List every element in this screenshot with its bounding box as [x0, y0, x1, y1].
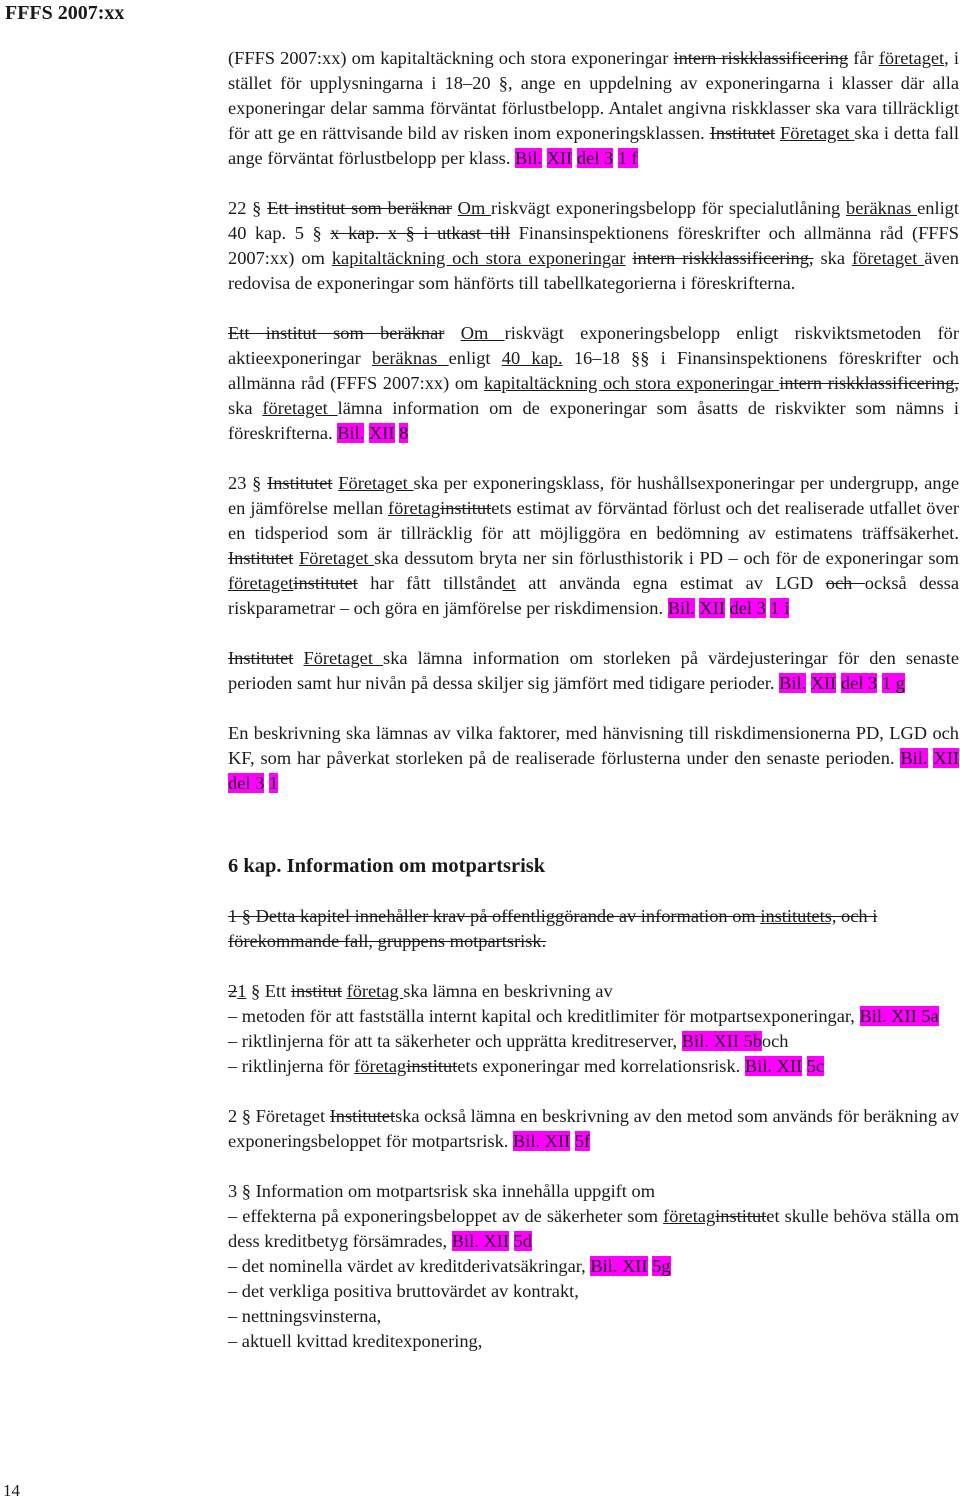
- text-run: 1 §: [228, 906, 251, 926]
- inserted-text: kapitaltäckning och stora exponeringar: [331, 248, 626, 268]
- text-run: ska lämna en beskrivning av: [403, 981, 613, 1001]
- text-run: 2 §: [228, 1106, 251, 1126]
- paragraph: [228, 646, 959, 696]
- deleted-text: Detta kapitel innehåller krav på offentliggörande av information om: [251, 906, 761, 926]
- text-run: institutets,: [760, 906, 837, 926]
- text-run: [725, 598, 730, 618]
- text-run: enligt 40 kap. 5 §: [228, 198, 959, 243]
- inserted-text: företag: [663, 1206, 716, 1226]
- text-run: Ett: [260, 981, 291, 1001]
- text-run: [802, 1056, 807, 1076]
- text-run: ska: [228, 398, 263, 418]
- text-run: (FFFS 2007:xx) om kapitaltäckning och stora exponeringar: [228, 48, 674, 68]
- reference-tag: 1 i: [770, 598, 790, 618]
- deleted-text: och i förekommande fall, gruppens: [228, 906, 878, 951]
- text-run: riskvägt exponeringsbelopp enligt riskviktsmetoden för aktieexponeringar: [228, 323, 959, 368]
- text-run: också dessa riskparametrar – och göra en jämförelse per riskdimension.: [228, 573, 959, 618]
- text-run: ska: [813, 248, 852, 268]
- running-header: FFFS 2007:xx: [5, 2, 125, 24]
- text-run: ska lämna information om storleken på värdejusteringar för den senaste perioden samt hur nivån på dessa skiljer sig jämfört med tidigare perioder.: [228, 648, 959, 693]
- inserted-text: företaget: [851, 248, 925, 268]
- inserted-text: företag: [346, 981, 404, 1001]
- text-run: ska dessutom bryta ner sin förlusthistorik i PD – och för de exponeringar som: [374, 548, 959, 568]
- text-run: 23 §: [228, 473, 262, 493]
- section-22: [228, 196, 959, 296]
- paragraph: [228, 46, 959, 171]
- deleted-text: institut: [440, 498, 492, 518]
- deleted-text: och: [825, 573, 865, 593]
- text-run: ska i detta fall ange förväntat förlustbelopp per klass.: [228, 123, 959, 168]
- text-run: 16–18 §§ i Finansinspektionens föreskrifter och allmänna råd (FFFS 2007:xx) om: [228, 348, 959, 393]
- reference-tag: del 3: [576, 148, 614, 168]
- text-run: – det nominella värdet av kreditderivatsäkringar,: [228, 1256, 591, 1276]
- reference-tag: Bil. XII: [513, 1131, 571, 1151]
- text-run: 22 §: [228, 198, 262, 218]
- inserted-text: företaget: [262, 398, 338, 418]
- deleted-text: institut: [715, 1206, 767, 1226]
- deleted-text: Ett institut som beräknar: [228, 323, 445, 343]
- chapter-section-1-new: [228, 979, 959, 1079]
- text-run: En beskrivning ska lämnas av vilka faktorer, med hänvisning till riskdimensionerna PD, LGD och KF, som har påverkat storleken på de realiserade förlusterna under den senaste perioden.: [228, 723, 959, 768]
- text-run: Information om motpartsrisk ska innehålla uppgift om: [251, 1181, 656, 1201]
- deleted-text: 2: [228, 981, 238, 1001]
- text-run: Finansinspektionens föreskrifter och allmänna råd (FFFS 2007:xx) om: [228, 223, 959, 268]
- text-run: §: [246, 981, 261, 1001]
- reference-tag: Bil.: [337, 423, 365, 443]
- text-run: – nettningsvinsterna,: [228, 1306, 382, 1326]
- inserted-text: företag: [388, 498, 441, 518]
- page-number: 14: [3, 1481, 20, 1500]
- text-run: även redovisa de exponeringar som hänförts till tabellkategorierna i föreskrifterna.: [228, 248, 959, 293]
- reference-tag: XII: [933, 748, 959, 768]
- inserted-text: et: [502, 573, 516, 593]
- inserted-text: företaget: [228, 573, 294, 593]
- inserted-text: 40 kap.: [501, 348, 563, 368]
- text-run: har fått tillstånd: [357, 573, 503, 593]
- reference-tag: 5g: [652, 1256, 671, 1276]
- text-run: – det verkliga positiva bruttovärdet av kontrakt,: [228, 1281, 579, 1301]
- reference-tag: Bil.: [667, 598, 695, 618]
- text-run: et skulle behöva ställa om dess kreditbetyg försämrades,: [228, 1206, 959, 1251]
- reference-tag: Bil.: [779, 673, 807, 693]
- deleted-text: Ett institut som beräknar: [267, 198, 452, 218]
- reference-tag: XII: [810, 673, 837, 693]
- text-run: ska också lämna en beskrivning av den metod som används för beräkning av exponeringsbeloppet för motpartsrisk.: [228, 1106, 959, 1151]
- reference-tag: Bil.: [515, 148, 543, 168]
- paragraph: [228, 721, 959, 796]
- section-23: [228, 471, 959, 621]
- reference-tag: 5c: [806, 1056, 825, 1076]
- chapter-heading: 6 kap. Information om motpartsrisk: [228, 855, 546, 877]
- deleted-text: intern riskklassificering: [673, 48, 849, 68]
- reference-tag: Bil.: [900, 748, 928, 768]
- inserted-text: beräknas: [372, 348, 449, 368]
- deleted-text: institut: [290, 981, 342, 1001]
- text-run: får: [848, 48, 879, 68]
- reference-tag: del 3: [840, 673, 878, 693]
- inserted-text: Företaget: [303, 648, 384, 668]
- inserted-text: företaget: [878, 48, 945, 68]
- deleted-text: Institutet: [329, 1106, 396, 1126]
- text-run: och: [761, 1031, 789, 1051]
- reference-tag: Bil. XII 5b: [681, 1031, 762, 1051]
- deleted-text: intern riskklassificering,: [632, 248, 814, 268]
- reference-tag: 8: [399, 423, 409, 443]
- reference-tag: 1 g: [881, 673, 905, 693]
- text-run: – metoden för att fastställa internt kapital och kreditlimiter för motpartsexponeringar,: [228, 1006, 860, 1026]
- chapter-section-3: [228, 1179, 959, 1354]
- reference-tag: 5d: [513, 1231, 532, 1251]
- reference-tag: XII: [368, 423, 395, 443]
- reference-tag: Bil. XII 5a: [859, 1006, 939, 1026]
- inserted-text: kapitaltäckning och stora exponeringar: [483, 373, 780, 393]
- text-run: , i stället för upplysningarna i 18–20 §, ange en uppdelning av exponeringarna i klasser där alla exponeringar delar samma förväntat förlustbelopp. Antalet angivna riskklasser ska vara tillräckligt för att ge en rättvisande bild av risken inom exponeringsklassen.: [228, 48, 959, 143]
- paragraph: [228, 321, 959, 446]
- text-run: att använda egna estimat av LGD: [515, 573, 826, 593]
- deleted-text: x kap. x § i utkast till: [330, 223, 511, 243]
- text-run: – riktlinjerna för att ta säkerheter och upprätta kreditreserver,: [228, 1031, 682, 1051]
- text-run: – riktlinjerna för: [228, 1056, 355, 1076]
- reference-tag: Bil. XII: [744, 1056, 803, 1076]
- inserted-text: Om: [460, 323, 505, 343]
- text-run: lämna information om de exponeringar som åsatts de riskvikter som nämns i föreskrifterna.: [228, 398, 959, 443]
- deleted-text: institut: [406, 1056, 458, 1076]
- text-run: ska per exponeringsklass, för hushållsexponeringar per undergrupp, ange en jämförelse mellan: [228, 473, 959, 518]
- document-body: [228, 46, 959, 1354]
- reference-tag: del 3: [729, 598, 766, 618]
- chapter-section-2: [228, 1104, 959, 1154]
- reference-tag: 1: [268, 773, 279, 793]
- text-run: ets exponeringar med korrelationsrisk.: [457, 1056, 745, 1076]
- reference-tag: XII: [699, 598, 725, 618]
- reference-tag: 1 f: [617, 148, 638, 168]
- text-run: [509, 1231, 514, 1251]
- inserted-text: Företaget: [780, 123, 855, 143]
- deleted-text: Institutet: [267, 473, 333, 493]
- inserted-text: Företaget: [338, 473, 414, 493]
- deleted-text: intern riskklassificering,: [779, 373, 959, 393]
- text-run: – aktuell kvittad kreditexponering,: [228, 1331, 483, 1351]
- reference-tag: 5f: [574, 1131, 591, 1151]
- text-run: 3 §: [228, 1181, 251, 1201]
- reference-tag: Bil. XII: [451, 1231, 509, 1251]
- inserted-text: företag: [354, 1056, 407, 1076]
- inserted-text: Företaget: [299, 548, 375, 568]
- deleted-text: institutet: [293, 573, 358, 593]
- chapter-section-1: [228, 904, 959, 954]
- text-run: – effekterna på exponeringsbeloppet av de säkerheter som: [228, 1206, 664, 1226]
- reference-tag: XII: [546, 148, 573, 168]
- inserted-text: beräknas: [846, 198, 918, 218]
- deleted-text: motpartsrisk.: [445, 931, 547, 951]
- text-run: riskvägt exponeringsbelopp för specialutlåning: [491, 198, 846, 218]
- deleted-text: Institutet: [228, 548, 294, 568]
- reference-tag: del 3: [228, 773, 265, 793]
- text-run: [444, 323, 460, 343]
- deleted-text: Institutet: [709, 123, 776, 143]
- inserted-text: Om: [457, 198, 492, 218]
- text-run: enligt: [448, 348, 502, 368]
- text-run: [293, 648, 303, 668]
- inserted-text: 1: [237, 981, 247, 1001]
- reference-tag: Bil. XII: [590, 1256, 648, 1276]
- text-run: Företaget: [251, 1106, 330, 1126]
- text-run: ets estimat av förväntad förlust och det realiserade utfallet över en tidsperiod som är tillräcklig för att möjliggöra en bedömning av estimatens träffsäkerhet.: [228, 498, 959, 543]
- deleted-text: Institutet: [228, 648, 294, 668]
